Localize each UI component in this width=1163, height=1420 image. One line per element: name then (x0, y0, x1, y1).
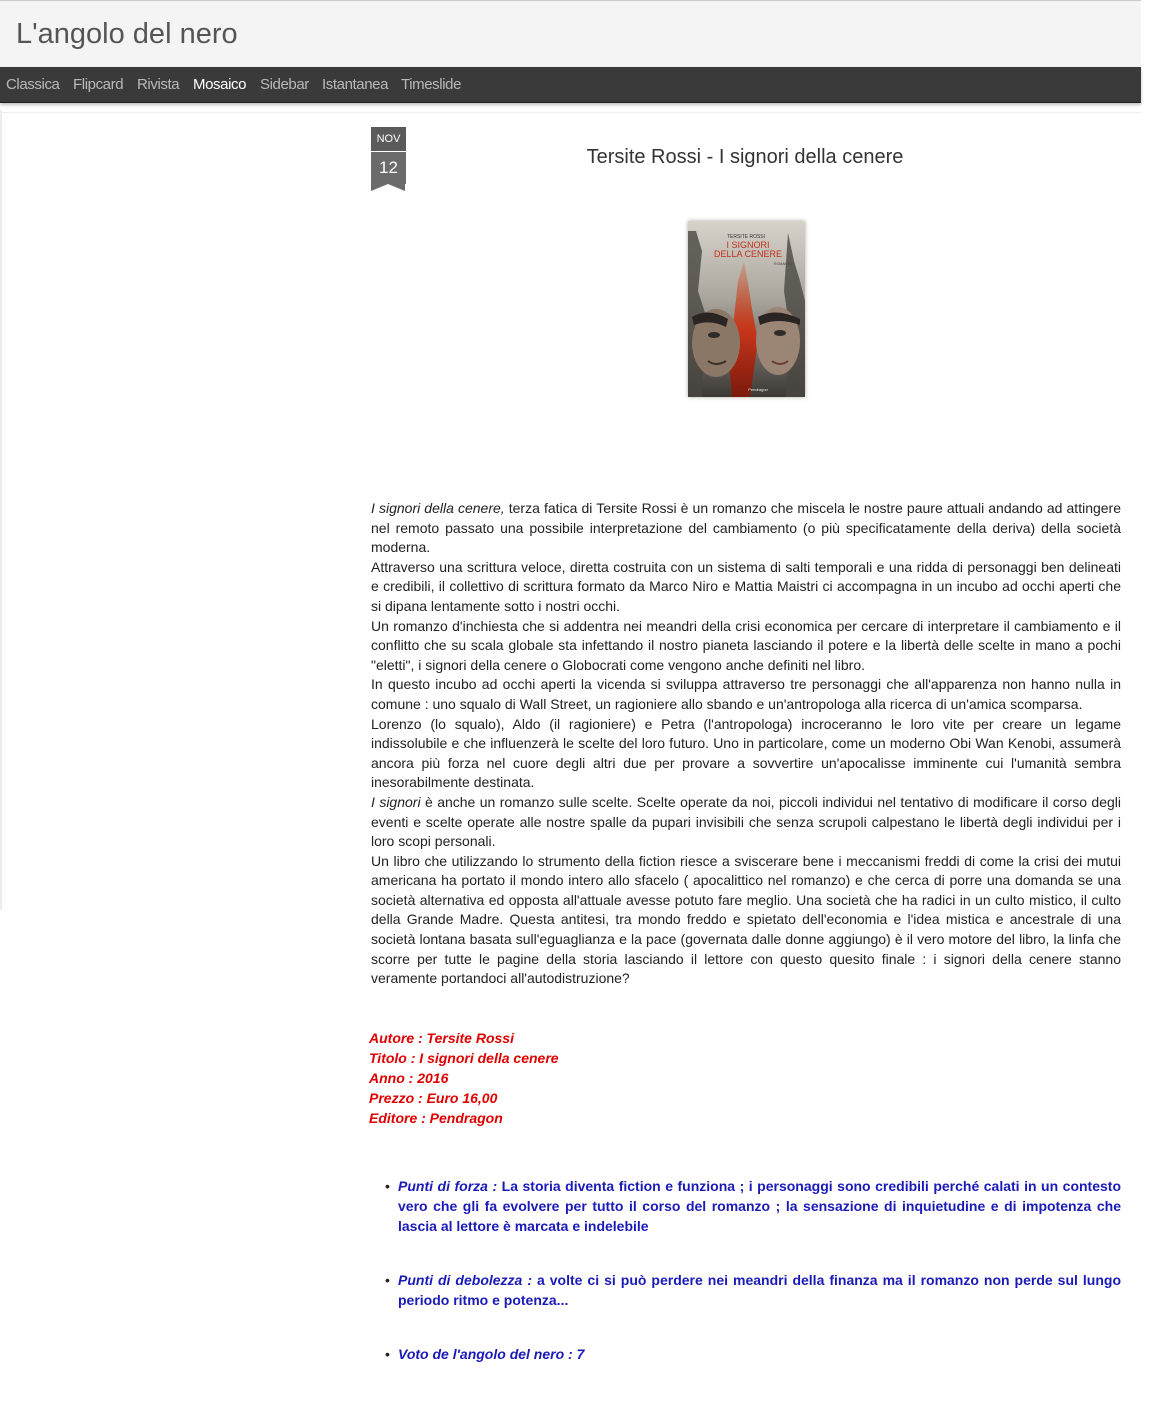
nav-item-sidebar[interactable]: Sidebar (260, 76, 309, 93)
body-paragraph: Attraverso una scrittura veloce, diretta costruita con un sistema di salti temporali e una ridda di personaggi ben delineati e credibili, il collettivo di scrittura formato da Marco Niro e Mattia Maistri ci accompagna in un incubo ad occhi aperti che si dipana lentamente sotto i nostri occhi. (371, 558, 1121, 614)
body-paragraph: Lorenzo (lo squalo), Aldo (il ragioniere) e Petra (l'antropologa) incroceranno le loro vite per creare un legame indissolubile e che influenzerà le scelte del loro futuro. Uno in particolare, come un moderno Obi Wan Kenobi, assumerà ancora più forza nel cuore degli altri due per provare a sovvertire un'apocalisse imminente cui l'umanità sembra inesorabilmente destinata. (371, 715, 1121, 791)
nav-item-istantanea[interactable]: Istantanea (322, 76, 389, 93)
blog-title[interactable]: L'angolo del nero (16, 18, 238, 50)
book-detail-author: Autore : Tersite Rossi (369, 1030, 514, 1046)
bullet-icon: • (385, 1346, 390, 1362)
body-paragraph: Un libro che utilizzando lo strumento della fiction riesce a sviscerare bene i meccanismi freddi di come la crisi dei mutui americana ha portato il mondo intero allo sfacelo ( apocalittico nel romanzo) e che cerca di porre una domanda se una società alternativa ed opposta all'attuale avesse potuto fare meglio. Una società che ha radici in un culto mistico, il culto della Grande Madre. Questa antitesi, tra mondo freddo e spietato dell'economia e l'idea mistica e ancestrale di una società lontana basata sull'eguaglianza e la pace (governata dalle donne aggiungo) è il vero motore del libro, la linfa che scorre per tutte le pagine della storia lasciando il lettore con questo quesito finale : i signori della cenere stanno veramente portandoci all'autodistruzione? (371, 852, 1121, 987)
cover-title-line2: DELLA CENERE (713, 249, 783, 259)
book-details (369, 1028, 559, 1128)
cover-author: TERSITE ROSSI (726, 234, 766, 240)
nav-item-timeslide[interactable]: Timeslide (401, 76, 462, 93)
sidebar-edge (0, 110, 2, 910)
post-date-day: 12 (371, 152, 406, 184)
date-ribbon-tail (371, 184, 405, 191)
cover-subtitle: ROMANZO (774, 262, 792, 266)
cover-title-line1: I SIGNORI (726, 240, 770, 250)
body-paragraph: Un romanzo d'inchiesta che si addentra nei meandri della crisi economica per cercare di interpretare il cambiamento e il conflitto che su scala globale sta infettando il nostro pianeta lasciando il potere e la libertà delle scelte in mano a pochi "eletti", i signori della cenere o Globocrati come vengono anche definiti nel libro. (371, 617, 1121, 673)
book-detail-title: Titolo : I signori della cenere (369, 1050, 559, 1066)
book-detail-publisher: Editore : Pendragon (369, 1110, 503, 1126)
book-title-emphasis: I signori (371, 793, 421, 810)
view-switcher-nav (0, 67, 1141, 103)
blog-header (0, 0, 1141, 67)
body-paragraph: I signori della cenere, terza fatica di Tersite Rossi è un romanzo che miscela le nostre paure attuali andando ad attingere nel remoto passato una possibile interpretazione del cambiamento (o più specificatamente della deriva) della società moderna. (371, 500, 1121, 556)
nav-item-classica[interactable]: Classica (6, 76, 60, 93)
post-body (371, 499, 1121, 989)
post-title[interactable]: Tersite Rossi - I signori della cenere (586, 146, 904, 168)
nav-item-rivista[interactable]: Rivista (137, 76, 180, 93)
post-date-month: NOV (371, 127, 406, 151)
body-paragraph: In questo incubo ad occhi aperti la vicenda si sviluppa attraverso tre personaggi che all'apparenza non hanno nulla in comune : uno squalo di Wall Street, un ragioniere allo sbando e un'antropologa alla ricerca di un'amica scomparsa. (371, 676, 1121, 712)
bullet-icon: • (385, 1178, 390, 1194)
nav-item-flipcard[interactable]: Flipcard (73, 76, 124, 93)
post-date-badge (371, 127, 406, 191)
book-detail-year: Anno : 2016 (369, 1070, 449, 1086)
book-detail-price: Prezzo : Euro 16,00 (369, 1090, 498, 1106)
nav-item-mosaico[interactable]: Mosaico (193, 76, 247, 93)
cover-publisher: Pendragon (748, 387, 768, 392)
bullet-icon: • (385, 1272, 390, 1288)
content-divider (0, 112, 1141, 113)
body-paragraph: I signori è anche un romanzo sulle scelte. Scelte operate da noi, piccoli individui nel tentativo di modificare il corso degli eventi e scelte operate alle nostre spalle da pupari invisibili che senza scrupoli calpestano le libertà degli individui per i loro scopi personali. (371, 793, 1121, 850)
book-title-emphasis: I signori della cenere, (371, 500, 505, 516)
book-cover-image[interactable] (688, 221, 805, 397)
book-cover-illustration (688, 221, 805, 397)
